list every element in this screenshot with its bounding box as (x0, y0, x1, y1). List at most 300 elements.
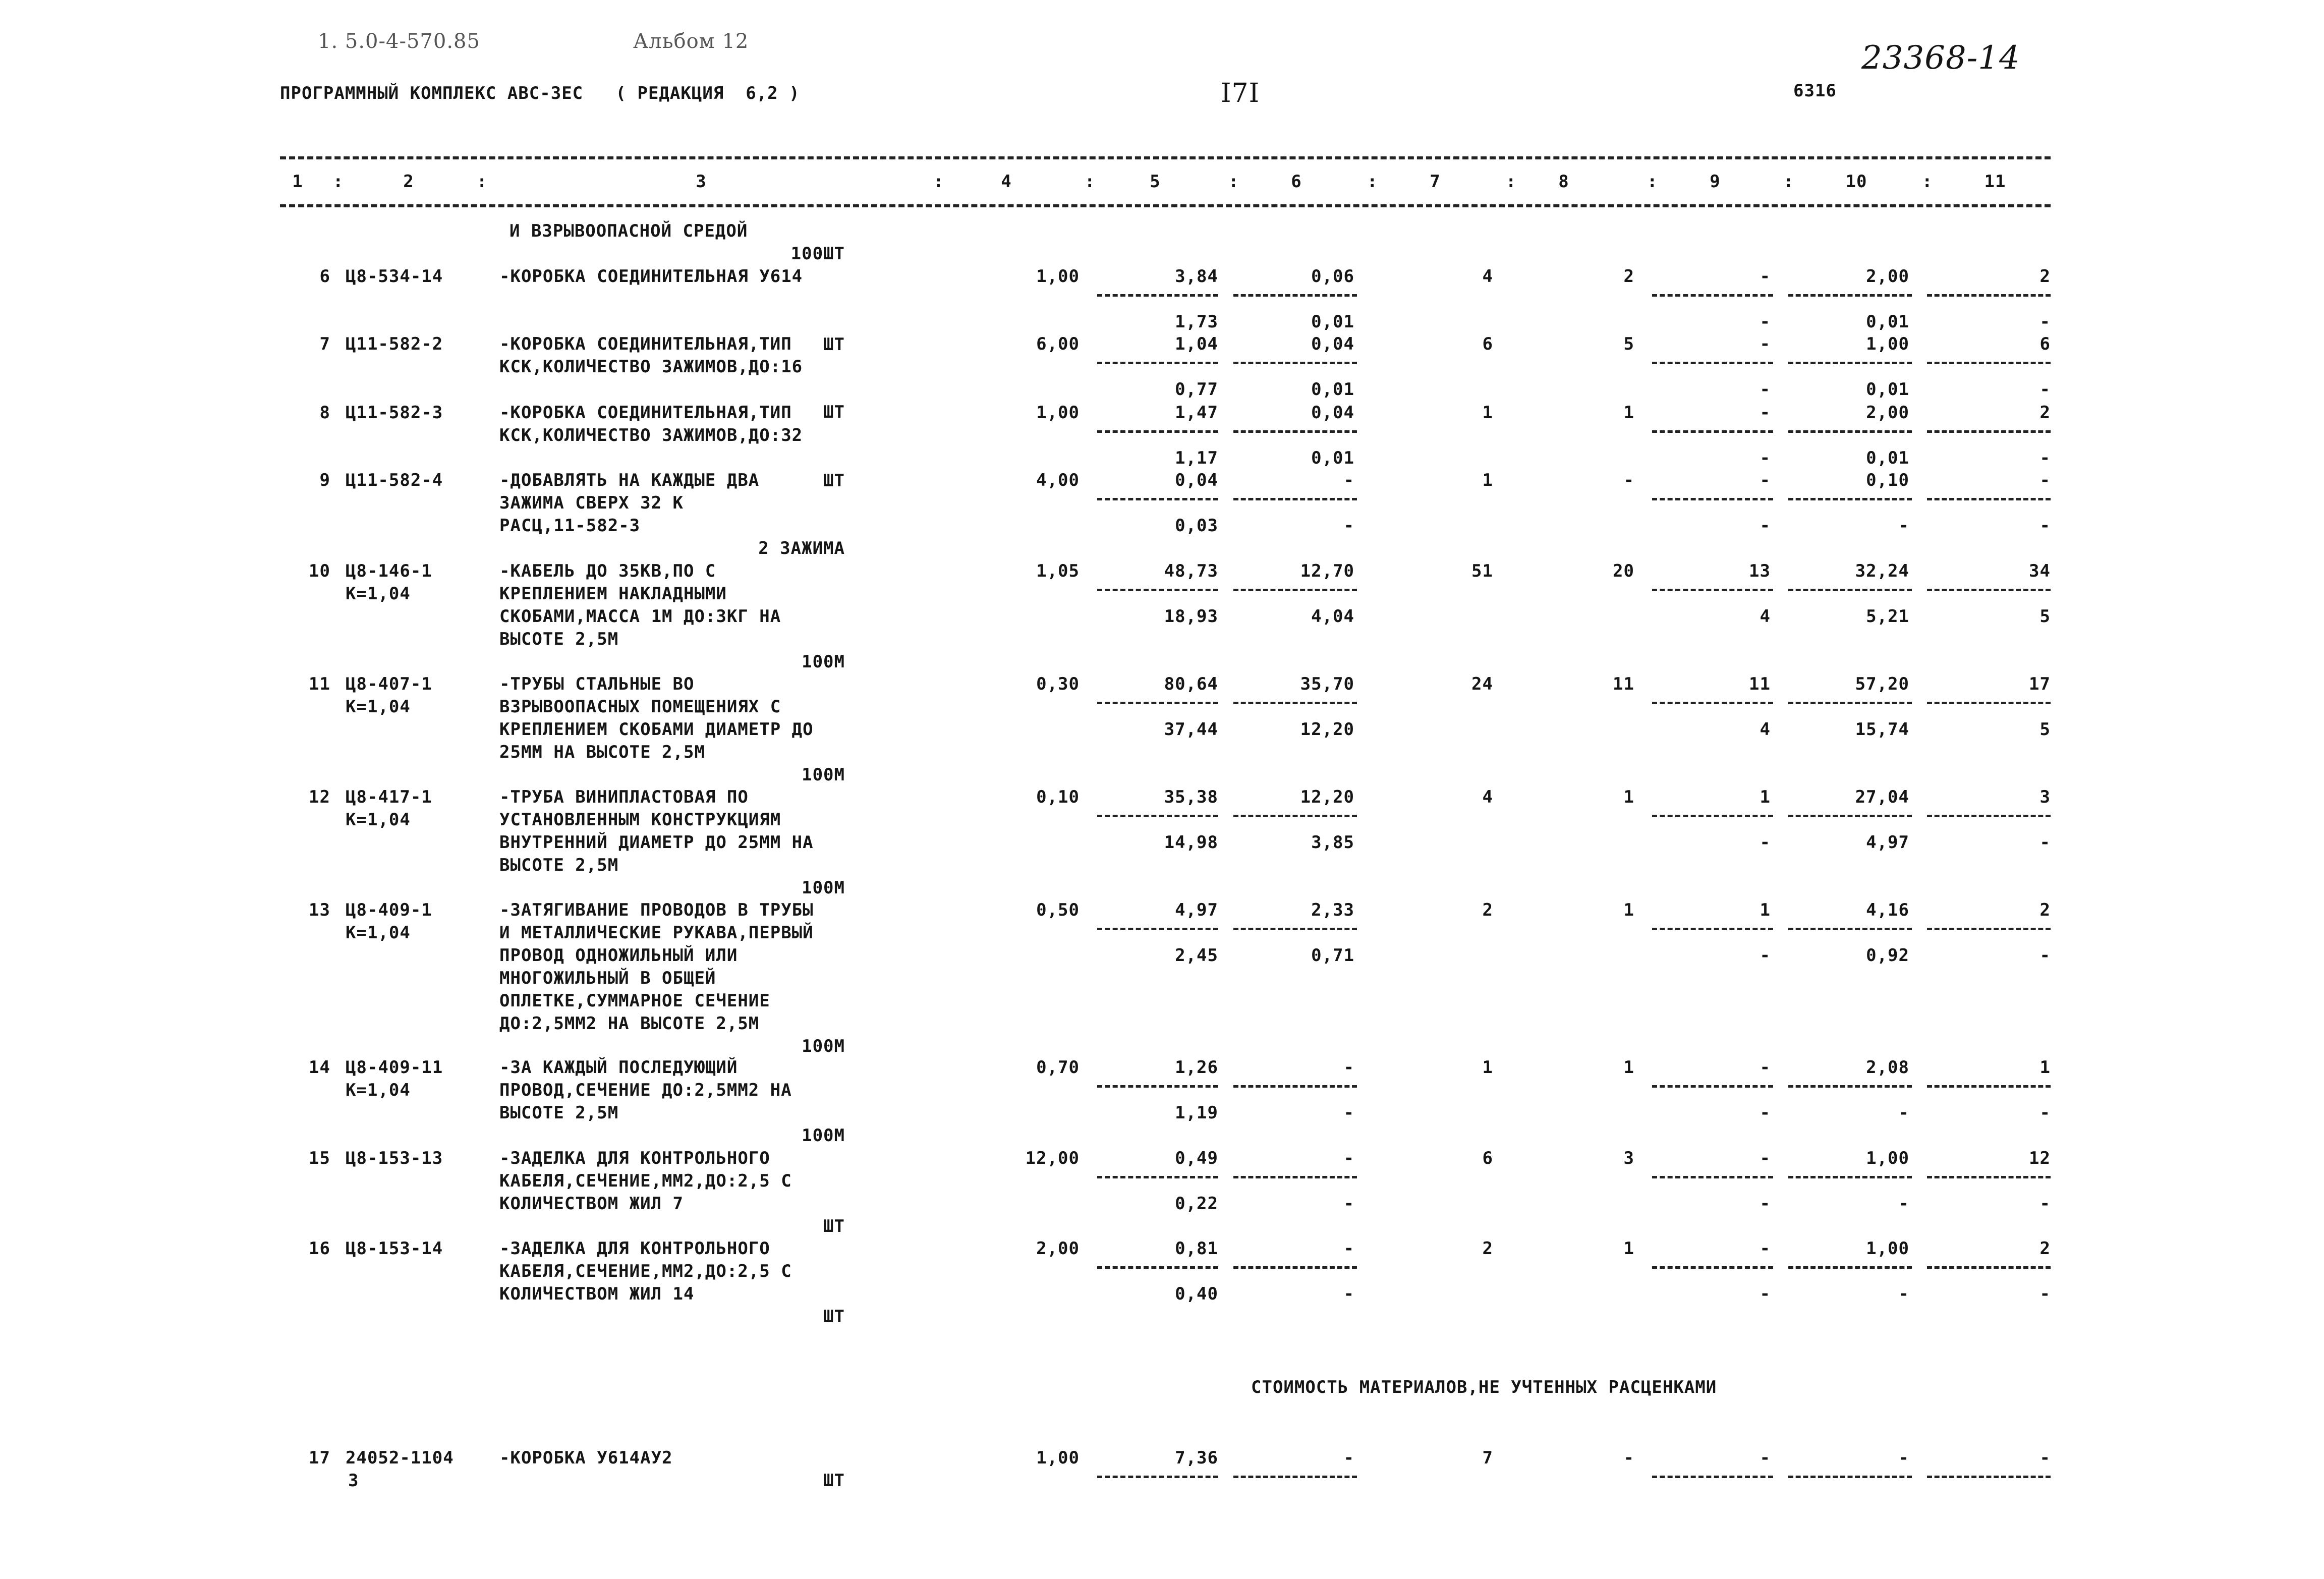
value-dash-line (1927, 430, 2051, 433)
column-header-10: 10 (1845, 172, 1867, 192)
col11-sub-value: 5 (2039, 606, 2051, 627)
col8-value: 5 (1623, 334, 1634, 354)
col9-sub-value: - (1760, 516, 1771, 536)
column-separator: : (1085, 172, 1096, 192)
rate-code: Ц11-582-3 (346, 403, 443, 423)
value-dash-line (1788, 702, 1912, 704)
quantity: 1,00 (1036, 266, 1080, 287)
value-dash-line (1233, 928, 1357, 930)
col9-sub-value: 4 (1760, 719, 1771, 740)
value-dash-line (1927, 1176, 2051, 1178)
col5-value: 1,26 (1175, 1057, 1218, 1078)
col5-value: 7,36 (1175, 1448, 1218, 1468)
column-header-4: 4 (1001, 172, 1012, 192)
col10-value: 1,00 (1866, 1148, 1909, 1168)
column-separator: : (933, 172, 944, 192)
unit-label: 100М (802, 878, 845, 898)
row-number: 7 (319, 334, 330, 354)
col6-sub-value: 12,20 (1300, 719, 1354, 740)
col8-value: 20 (1613, 561, 1634, 581)
description-line: -ТРУБЫ СТАЛЬНЫЕ ВО (499, 674, 695, 694)
col5-sub-value: 14,98 (1164, 832, 1218, 853)
col5-value: 0,49 (1175, 1148, 1218, 1168)
col6-value: - (1343, 470, 1354, 490)
row-number: 8 (319, 403, 330, 423)
col10-sub-value: 0,01 (1866, 379, 1909, 400)
column-header-6: 6 (1291, 172, 1302, 192)
value-dash-line (1652, 702, 1773, 704)
quantity: 1,00 (1036, 403, 1080, 423)
value-dash-line (1097, 294, 1218, 297)
column-header-8: 8 (1558, 172, 1569, 192)
col11-sub-value: - (2039, 1284, 2051, 1304)
col9-value: 13 (1749, 561, 1771, 581)
description-line: -ЗАДЕЛКА ДЛЯ КОНТРОЛЬНОГО (499, 1238, 770, 1259)
description-line: КОЛИЧЕСТВОМ ЖИЛ 14 (499, 1284, 695, 1304)
col7-value: 7 (1482, 1448, 1493, 1468)
value-dash-line (1097, 1476, 1218, 1478)
quantity: 12,00 (1025, 1148, 1080, 1168)
value-dash-line (1097, 498, 1218, 500)
col10-value: 57,20 (1855, 674, 1909, 694)
col6-value: - (1343, 1148, 1354, 1168)
value-dash-line (1097, 589, 1218, 591)
doc-code: 6316 (1793, 81, 1837, 101)
description-line: КАБЕЛЯ,СЕЧЕНИЕ,ММ2,ДО:2,5 С (499, 1261, 792, 1281)
row-number: 15 (309, 1148, 330, 1168)
description-line: ВЫСОТЕ 2,5М (499, 855, 619, 875)
unit-label: ШТ (823, 1216, 845, 1236)
unit-label: ШТ (823, 471, 845, 491)
value-dash-line (1233, 498, 1357, 500)
value-dash-line (1927, 1476, 2051, 1478)
column-separator: : (1228, 172, 1239, 192)
value-dash-line (1097, 1266, 1218, 1269)
column-header-2: 2 (403, 172, 414, 192)
col6-sub-value: - (1343, 1284, 1354, 1304)
col11-value: 34 (2029, 561, 2051, 581)
col8-value: 1 (1623, 403, 1634, 423)
col11-value: 2 (2039, 1238, 2051, 1259)
col10-value: - (1898, 1448, 1909, 1468)
unit-label: ШТ (823, 334, 845, 355)
rate-code: Ц8-407-1 (346, 674, 432, 694)
col11-value: 2 (2039, 266, 2051, 287)
rate-code: Ц8-146-1 (346, 561, 432, 581)
value-dash-line (1927, 928, 2051, 930)
unit-label: 100М (802, 1125, 845, 1146)
col6-value: - (1343, 1238, 1354, 1259)
coefficient: К=1,04 (346, 810, 411, 830)
row-number: 12 (309, 787, 330, 807)
column-header-1: 1 (292, 172, 303, 192)
col11-sub-value: - (2039, 516, 2051, 536)
value-dash-line (1652, 1176, 1773, 1178)
col11-sub-value: - (2039, 945, 2051, 966)
description-line: ПРОВОД,СЕЧЕНИЕ ДО:2,5ММ2 НА (499, 1080, 792, 1100)
col7-value: 2 (1482, 900, 1493, 920)
col9-sub-value: - (1760, 379, 1771, 400)
coefficient: К=1,04 (346, 923, 411, 943)
column-separator: : (1506, 172, 1517, 192)
value-dash-line (1788, 1176, 1912, 1178)
col6-value: - (1343, 1057, 1354, 1078)
col6-value: 35,70 (1300, 674, 1354, 694)
value-dash-line (1927, 702, 2051, 704)
col5-value: 1,04 (1175, 334, 1218, 354)
rate-code: Ц11-582-4 (346, 470, 443, 490)
column-separator: : (1922, 172, 1933, 192)
description-line: КРЕПЛЕНИЕМ НАКЛАДНЫМИ (499, 584, 727, 604)
col11-value: 1 (2039, 1057, 2051, 1078)
value-dash-line (1927, 1085, 2051, 1088)
description-line: ВНУТРЕННИЙ ДИАМЕТР ДО 25ММ НА (499, 832, 814, 853)
value-dash-line (1927, 815, 2051, 817)
header-rule-top (280, 156, 2051, 159)
col5-sub-value: 18,93 (1164, 606, 1218, 627)
col10-value: 1,00 (1866, 1238, 1909, 1259)
col9-value: 1 (1760, 787, 1771, 807)
column-separator: : (1783, 172, 1794, 192)
col5-value: 0,81 (1175, 1238, 1218, 1259)
unit-label: 2 ЗАЖИМА (758, 538, 845, 558)
doc-ref: 1. 5.0-4-570.85 (318, 30, 480, 53)
unit-label: 100М (802, 652, 845, 672)
description-line: ПРОВОД ОДНОЖИЛЬНЫЙ ИЛИ (499, 945, 738, 966)
col9-sub-value: - (1760, 832, 1771, 853)
col5-sub-value: 1,19 (1175, 1103, 1218, 1123)
col10-sub-value: - (1898, 1194, 1909, 1214)
col8-value: 2 (1623, 266, 1634, 287)
unit-label: ШТ (823, 402, 845, 422)
col6-value: 12,20 (1300, 787, 1354, 807)
col5-value: 0,04 (1175, 470, 1218, 490)
col7-value: 4 (1482, 266, 1493, 287)
col5-value: 3,84 (1175, 266, 1218, 287)
value-dash-line (1233, 294, 1357, 297)
quantity: 4,00 (1036, 470, 1080, 490)
col11-sub-value: - (2039, 312, 2051, 332)
quantity: 0,30 (1036, 674, 1080, 694)
col9-value: 1 (1760, 900, 1771, 920)
col5-sub-value: 2,45 (1175, 945, 1218, 966)
col9-sub-value: - (1760, 448, 1771, 468)
value-dash-line (1652, 815, 1773, 817)
unit-label: 100М (802, 1036, 845, 1056)
quantity: 0,70 (1036, 1057, 1080, 1078)
value-dash-line (1788, 1476, 1912, 1478)
rate-code: Ц8-409-11 (346, 1057, 443, 1078)
value-dash-line (1788, 589, 1912, 591)
value-dash-line (1233, 1085, 1357, 1088)
value-dash-line (1233, 362, 1357, 364)
col8-value: - (1623, 470, 1634, 490)
coefficient: К=1,04 (346, 1080, 411, 1100)
col7-value: 51 (1471, 561, 1493, 581)
description-line: -КОРОБКА СОЕДИНИТЕЛЬНАЯ,ТИП (499, 403, 792, 423)
col6-sub-value: 0,71 (1311, 945, 1354, 966)
col10-sub-value: - (1898, 1284, 1909, 1304)
col6-sub-value: 4,04 (1311, 606, 1354, 627)
col10-value: 32,24 (1855, 561, 1909, 581)
col7-value: 6 (1482, 1148, 1493, 1168)
value-dash-line (1097, 928, 1218, 930)
col6-value: 0,06 (1311, 266, 1354, 287)
col10-value: 0,10 (1866, 470, 1909, 490)
col9-value: - (1760, 403, 1771, 423)
column-separator: : (1367, 172, 1378, 192)
value-dash-line (1927, 1266, 2051, 1269)
col11-value: 12 (2029, 1148, 2051, 1168)
value-dash-line (1788, 1266, 1912, 1269)
col10-value: 2,08 (1866, 1057, 1909, 1078)
value-dash-line (1097, 1085, 1218, 1088)
col11-value: 2 (2039, 403, 2051, 423)
rate-code: Ц8-534-14 (346, 266, 443, 287)
row-number: 6 (319, 266, 330, 287)
unit-label: 100М (802, 765, 845, 785)
col11-value: - (2039, 470, 2051, 490)
value-dash-line (1233, 702, 1357, 704)
col9-value: - (1760, 470, 1771, 490)
description-line: ВЗРЫВООПАСНЫХ ПОМЕЩЕНИЯХ С (499, 697, 781, 717)
col6-sub-value: 3,85 (1311, 832, 1354, 853)
description-line: 25ММ НА ВЫСОТЕ 2,5М (499, 742, 705, 762)
quantity: 1,00 (1036, 1448, 1080, 1468)
value-dash-line (1233, 1176, 1357, 1178)
col6-value: 12,70 (1300, 561, 1354, 581)
col7-value: 2 (1482, 1238, 1493, 1259)
col10-sub-value: 0,92 (1866, 945, 1909, 966)
col7-value: 6 (1482, 334, 1493, 354)
column-separator: : (1647, 172, 1658, 192)
continued-description: И ВЗРЫВООПАСНОЙ СРЕДОЙ (509, 221, 748, 241)
section-title: СТОИМОСТЬ МАТЕРИАЛОВ,НЕ УЧТЕННЫХ РАСЦЕНКАМИ (1251, 1377, 1717, 1397)
description-line: ВЫСОТЕ 2,5М (499, 629, 619, 649)
column-header-3: 3 (696, 172, 707, 192)
quantity: 1,05 (1036, 561, 1080, 581)
value-dash-line (1652, 1085, 1773, 1088)
col6-sub-value: 0,01 (1311, 448, 1354, 468)
description-line: -КОРОБКА У614АУ2 (499, 1448, 673, 1468)
col6-value: 2,33 (1311, 900, 1354, 920)
value-dash-line (1652, 1476, 1773, 1478)
value-dash-line (1788, 430, 1912, 433)
description-line: МНОГОЖИЛЬНЫЙ В ОБЩЕЙ (499, 968, 716, 988)
col5-value: 4,97 (1175, 900, 1218, 920)
description-line: ЗАЖИМА СВЕРХ 32 К (499, 493, 684, 513)
col9-sub-value: - (1760, 1103, 1771, 1123)
col7-value: 24 (1471, 674, 1493, 694)
program-title: ПРОГРАММНЫЙ КОМПЛЕКС АВС-3ЕС ( РЕДАКЦИЯ 6,2 ) (280, 83, 800, 103)
col7-value: 1 (1482, 1057, 1493, 1078)
col10-value: 4,16 (1866, 900, 1909, 920)
description-line: -ЗАТЯГИВАНИЕ ПРОВОДОВ В ТРУБЫ (499, 900, 814, 920)
col6-value: 0,04 (1311, 403, 1354, 423)
col6-value: 0,04 (1311, 334, 1354, 354)
description-line: -КОРОБКА СОЕДИНИТЕЛЬНАЯ У614 (499, 266, 803, 287)
col5-sub-value: 0,40 (1175, 1284, 1218, 1304)
col11-sub-value: 5 (2039, 719, 2051, 740)
col9-sub-value: - (1760, 1194, 1771, 1214)
handwritten-id: 23368-14 (1861, 39, 2020, 77)
col10-value: 27,04 (1855, 787, 1909, 807)
col11-sub-value: - (2039, 1103, 2051, 1123)
col7-value: 4 (1482, 787, 1493, 807)
value-dash-line (1652, 1266, 1773, 1269)
column-header-11: 11 (1984, 172, 2006, 192)
col8-value: 11 (1613, 674, 1634, 694)
unit-label: ШТ (823, 1307, 845, 1327)
row-number: 11 (309, 674, 330, 694)
value-dash-line (1233, 589, 1357, 591)
value-dash-line (1233, 430, 1357, 433)
unit-label: ШТ (823, 1471, 845, 1491)
value-dash-line (1652, 362, 1773, 364)
description-line: РАСЦ,11-582-3 (499, 516, 641, 536)
description-line: КАБЕЛЯ,СЕЧЕНИЕ,ММ2,ДО:2,5 С (499, 1171, 792, 1191)
col6-sub-value: - (1343, 1194, 1354, 1214)
col10-sub-value: 4,97 (1866, 832, 1909, 853)
col6-sub-value: 0,01 (1311, 312, 1354, 332)
col9-value: - (1760, 1057, 1771, 1078)
value-dash-line (1927, 498, 2051, 500)
col9-value: - (1760, 334, 1771, 354)
unit-label: 100ШТ (790, 244, 845, 264)
value-dash-line (1233, 815, 1357, 817)
value-dash-line (1097, 362, 1218, 364)
col7-value: 1 (1482, 403, 1493, 423)
rate-code: Ц8-417-1 (346, 787, 432, 807)
description-line: КСК,КОЛИЧЕСТВО ЗАЖИМОВ,ДО:32 (499, 425, 803, 445)
column-header-7: 7 (1430, 172, 1441, 192)
col10-sub-value: 0,01 (1866, 448, 1909, 468)
col9-value: - (1760, 1238, 1771, 1259)
col8-value: 3 (1623, 1148, 1634, 1168)
description-line: КСК,КОЛИЧЕСТВО ЗАЖИМОВ,ДО:16 (499, 357, 803, 377)
description-line: СКОБАМИ,МАССА 1М ДО:3КГ НА (499, 606, 781, 627)
value-dash-line (1652, 498, 1773, 500)
col10-sub-value: - (1898, 1103, 1909, 1123)
value-dash-line (1652, 589, 1773, 591)
col11-sub-value: - (2039, 832, 2051, 853)
col8-value: 1 (1623, 1238, 1634, 1259)
value-dash-line (1233, 1476, 1357, 1478)
column-separator: : (333, 172, 344, 192)
value-dash-line (1788, 815, 1912, 817)
col5-value: 48,73 (1164, 561, 1218, 581)
page-number: I7I (1221, 78, 1260, 108)
col8-value: - (1623, 1448, 1634, 1468)
col9-value: - (1760, 1448, 1771, 1468)
value-dash-line (1927, 589, 2051, 591)
row-number: 13 (309, 900, 330, 920)
col11-sub-value: - (2039, 1194, 2051, 1214)
header-rule-bottom (280, 204, 2051, 207)
col9-sub-value: 4 (1760, 606, 1771, 627)
col8-value: 1 (1623, 900, 1634, 920)
value-dash-line (1097, 1176, 1218, 1178)
col6-value: - (1343, 1448, 1354, 1468)
coefficient: К=1,04 (346, 584, 411, 604)
col9-value: - (1760, 1148, 1771, 1168)
rate-code: Ц8-153-14 (346, 1238, 443, 1259)
description-line: И МЕТАЛЛИЧЕСКИЕ РУКАВА,ПЕРВЫЙ (499, 923, 814, 943)
rate-code-line2: 3 (348, 1471, 359, 1491)
quantity: 0,10 (1036, 787, 1080, 807)
col11-value: 6 (2039, 334, 2051, 354)
rate-code: Ц11-582-2 (346, 334, 443, 354)
value-dash-line (1927, 362, 2051, 364)
value-dash-line (1788, 294, 1912, 297)
quantity: 2,00 (1036, 1238, 1080, 1259)
column-separator: : (477, 172, 488, 192)
value-dash-line (1652, 294, 1773, 297)
col10-sub-value: 0,01 (1866, 312, 1909, 332)
value-dash-line (1097, 430, 1218, 433)
col11-value: 2 (2039, 900, 2051, 920)
column-header-5: 5 (1150, 172, 1161, 192)
rate-code: Ц8-409-1 (346, 900, 432, 920)
description-line: КОЛИЧЕСТВОМ ЖИЛ 7 (499, 1194, 684, 1214)
rate-code: Ц8-153-13 (346, 1148, 443, 1168)
album-label: Альбом 12 (633, 30, 749, 53)
col5-sub-value: 37,44 (1164, 719, 1218, 740)
value-dash-line (1788, 928, 1912, 930)
row-number: 14 (309, 1057, 330, 1078)
row-number: 17 (309, 1448, 330, 1468)
value-dash-line (1233, 1266, 1357, 1269)
col10-value: 1,00 (1866, 334, 1909, 354)
col7-value: 1 (1482, 470, 1493, 490)
value-dash-line (1927, 294, 2051, 297)
column-header-9: 9 (1710, 172, 1721, 192)
col11-sub-value: - (2039, 379, 2051, 400)
col5-value: 80,64 (1164, 674, 1218, 694)
col5-sub-value: 1,17 (1175, 448, 1218, 468)
value-dash-line (1097, 702, 1218, 704)
col10-value: 2,00 (1866, 403, 1909, 423)
col5-sub-value: 0,77 (1175, 379, 1218, 400)
value-dash-line (1652, 928, 1773, 930)
description-line: -ТРУБА ВИНИПЛАСТОВАЯ ПО (499, 787, 749, 807)
col8-value: 1 (1623, 787, 1634, 807)
coefficient: К=1,04 (346, 697, 411, 717)
col9-value: 11 (1749, 674, 1771, 694)
value-dash-line (1788, 362, 1912, 364)
description-line: -ЗА КАЖДЫЙ ПОСЛЕДУЮЩИЙ (499, 1057, 738, 1078)
description-line: ОПЛЕТКЕ,СУММАРНОЕ СЕЧЕНИЕ (499, 991, 770, 1011)
col5-sub-value: 0,22 (1175, 1194, 1218, 1214)
description-line: -ДОБАВЛЯТЬ НА КАЖДЫЕ ДВА (499, 470, 760, 490)
quantity: 0,50 (1036, 900, 1080, 920)
value-dash-line (1652, 430, 1773, 433)
col9-value: - (1760, 266, 1771, 287)
description-line: -КАБЕЛЬ ДО 35КВ,ПО С (499, 561, 716, 581)
col10-sub-value: - (1898, 516, 1909, 536)
col5-value: 1,47 (1175, 403, 1218, 423)
description-line: ВЫСОТЕ 2,5М (499, 1103, 619, 1123)
col6-sub-value: 0,01 (1311, 379, 1354, 400)
rate-code: 24052-1104 (346, 1448, 454, 1468)
col11-value: - (2039, 1448, 2051, 1468)
col5-sub-value: 1,73 (1175, 312, 1218, 332)
description-line: -КОРОБКА СОЕДИНИТЕЛЬНАЯ,ТИП (499, 334, 792, 354)
col11-value: 17 (2029, 674, 2051, 694)
col9-sub-value: - (1760, 1284, 1771, 1304)
value-dash-line (1788, 498, 1912, 500)
row-number: 10 (309, 561, 330, 581)
